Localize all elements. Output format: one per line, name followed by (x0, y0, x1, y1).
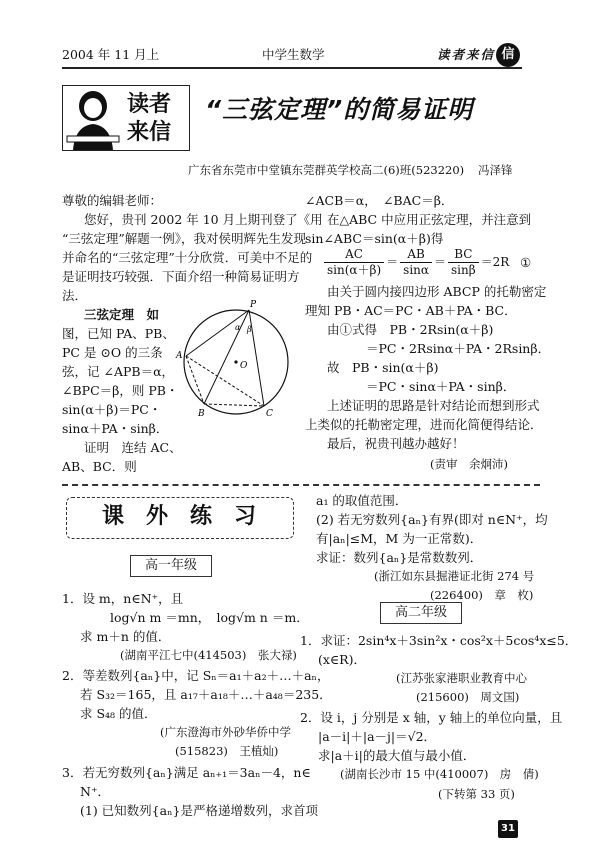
reader-illustration-icon (63, 86, 123, 150)
ex-right-5: (226400) 章 枚) (430, 588, 534, 602)
label-beta: β (247, 325, 252, 334)
ex-left-11: (1) 已知数列{aₙ}是严格递增数列，求首项 (80, 803, 318, 818)
ex-left-6: 求 S₄₈ 的值． (80, 706, 157, 721)
label-p: P (250, 300, 257, 310)
frac-ab: $\frac{AB}{\sin\alpha}$ (400, 247, 432, 278)
chord-pa (186, 310, 249, 356)
left-line-1: 您好，贵刊 2002 年 10 月上期刊登了《用 (84, 212, 323, 227)
left-line-7: 图，已知 PA、PB、 (62, 326, 175, 341)
ex-left-0: 1．设 m，n∈N⁺，且 (62, 591, 184, 606)
segment-ac (186, 356, 264, 406)
left-line-4: 是证明技巧较强．下面介绍一种简易证明方 (62, 269, 300, 284)
frac-bc: $\frac{BC}{\sin\beta}$ (448, 247, 479, 278)
ex-left-4: 2．等差数列{aₙ}中，记 Sₙ＝a₁＋a₂＋…＋aₙ， (62, 668, 330, 683)
center-point (234, 360, 237, 363)
header-column: 读者来信 (437, 47, 496, 62)
segment-ab (186, 356, 204, 404)
ex-left-5: 若 S₃₂＝165，且 a₁₇＋a₁₈＋…＋a₄₈＝235． (80, 687, 332, 702)
left-line-13: 证明 连结 AC、 (84, 440, 182, 455)
ex-right-10: 2．设 i，j 分别是 x 轴，y 轴上的单位向量，且 (300, 710, 563, 725)
right-line-2: sin∠ABC＝sin(α＋β)得 (305, 231, 444, 246)
ex-right-3: 求证：数列{aₙ}是常数数列． (316, 550, 483, 565)
label-a: A (176, 351, 183, 361)
right-line-3: 由关于圆内接四边形 ABCP 的托勒密定 (327, 284, 547, 299)
chord-pb (204, 310, 249, 404)
column-logo (62, 85, 190, 151)
reviewer: (责审 余炯沛) (430, 457, 508, 471)
right-line-4: 理知 PB・AC＝PC・AB＋PA・BC． (305, 303, 517, 318)
exercises-title: 课 外 练 习 (101, 504, 256, 529)
ex-left-3: (湖南平江七中(414503) 张大禄) (120, 648, 297, 662)
right-line-6: ＝PC・2Rsinα＋PA・2Rsinβ． (366, 341, 551, 356)
ex-right-13: (湖南长沙市 15 中(410007) 房 倩) (340, 767, 539, 781)
section-divider (62, 484, 540, 486)
ex-left-10: N⁺． (80, 784, 111, 799)
ex-right-0: a₁ 的取值范围． (316, 493, 408, 508)
byline-author: 冯泽锋 (478, 163, 513, 177)
ex-right-1: (2) 若无穷数列{aₙ}有界(即对 n∈N⁺，均 (316, 512, 548, 527)
segment-bc (204, 404, 264, 406)
left-line-3: 并命名的“三弦定理”十分欣赏．可美中不足的 (62, 250, 313, 265)
ex-right-12: 求|a＋i|的最大值与最小值． (318, 748, 476, 763)
ex-right-4: (浙江如东县掘港证北街 274 号 (374, 569, 535, 583)
column-label-line2: 来信 (127, 120, 172, 145)
circle-figure (170, 298, 302, 422)
formula-tag: ① (520, 255, 532, 270)
right-line-0: ∠ACB＝α， ∠BAC＝β． (305, 193, 454, 208)
byline: 广东省东莞市中堂镇东莞群英学校高二(6)班(523220) (188, 163, 465, 177)
header-rule (62, 67, 522, 69)
label-c: C (266, 409, 273, 419)
right-line-11: 最后，祝贵刊越办越好！ (327, 436, 465, 451)
header-journal: 中学生数学 (262, 47, 325, 62)
right-line-7: 故 PB・sin(α＋β) (327, 360, 439, 375)
frac-ac: $\frac{AC}{\sin(\alpha+\beta)}$ (324, 247, 384, 278)
ex-right-9: (215600) 周文国) (416, 690, 520, 704)
left-line-10: ∠BPC＝β，则 PB・ (62, 383, 179, 398)
ex-right-11: |a－i|＋|a－j|＝√2． (318, 729, 437, 744)
left-line-5: 法． (62, 288, 88, 303)
left-line-0: 尊敬的编辑老师： (62, 193, 163, 208)
left-line-14: AB、BC．则 (62, 459, 137, 474)
ex-left-8: (515823) 王植灿) (175, 744, 279, 758)
label-b: B (198, 409, 205, 419)
label-alpha: α (235, 323, 241, 332)
left-line-6: 三弦定理 如 (84, 307, 160, 322)
label-o: O (240, 361, 248, 371)
right-line-9: 上述证明的思路是针对结论而想到形式 (327, 398, 540, 413)
left-line-12: sinα＋PA・sinβ． (62, 421, 169, 436)
sine-rule-formula: $\frac{AC}{\sin(\alpha+\beta)}$ ＝ $\frac{AB}{\sin\alpha}$ ＝ $\frac{BC}{\sin\beta}$ ＝2R (322, 247, 542, 281)
ex-right-14: (下转第 33 页) (438, 787, 515, 801)
grade2-banner: 高二年级 (380, 602, 462, 624)
left-line-9: 弦，记 ∠APB＝α， (62, 364, 175, 379)
right-line-5: 由①式得 PB・2Rsin(α＋β) (327, 322, 494, 337)
ex-left-1: log√n m ＝mn， log√m n ＝m． (110, 610, 309, 625)
ex-right-6: 1．求证：2sin⁴x＋3sin²x・cos²x＋5cos⁴x≤5． (300, 633, 578, 648)
page-number: 31 (498, 820, 518, 838)
ex-left-7: (广东澄海市外砂华侨中学 (160, 725, 291, 739)
grade1-banner: 高一年级 (130, 555, 212, 577)
header-date: 2004 年 11 月上 (62, 47, 160, 62)
left-line-8: PC 是 ⊙O 的三条 (62, 345, 163, 360)
column-label-line1: 读者 (127, 92, 172, 117)
left-line-2: “三弦定理”解题一例》，我对侯明辉先生发现 (62, 231, 307, 246)
right-line-10: 上类似的托勒密定理，进而化简便得结论． (305, 417, 543, 432)
article-title: “三弦定理”的简易证明 (205, 95, 474, 124)
ex-right-7: (x∈R)． (318, 652, 366, 667)
ex-left-2: 求 m＋n 的值． (80, 629, 171, 644)
ex-right-8: (江苏张家港职业教育中心 (396, 671, 527, 685)
header-badge: 信 (496, 43, 520, 67)
ex-right-2: 有|aₙ|≤M，M 为一正常数)． (316, 531, 483, 546)
ex-left-9: 3．若无穷数列{aₙ}满足 aₙ₊₁＝3aₙ－4，n∈ (62, 765, 311, 780)
left-line-11: sin(α＋β)＝PC・ (62, 402, 162, 417)
right-line-1: 在△ABC 中应用正弦定理，并注意到 (327, 212, 532, 227)
right-line-8: ＝PC・sinα＋PA・sinβ． (366, 379, 516, 394)
